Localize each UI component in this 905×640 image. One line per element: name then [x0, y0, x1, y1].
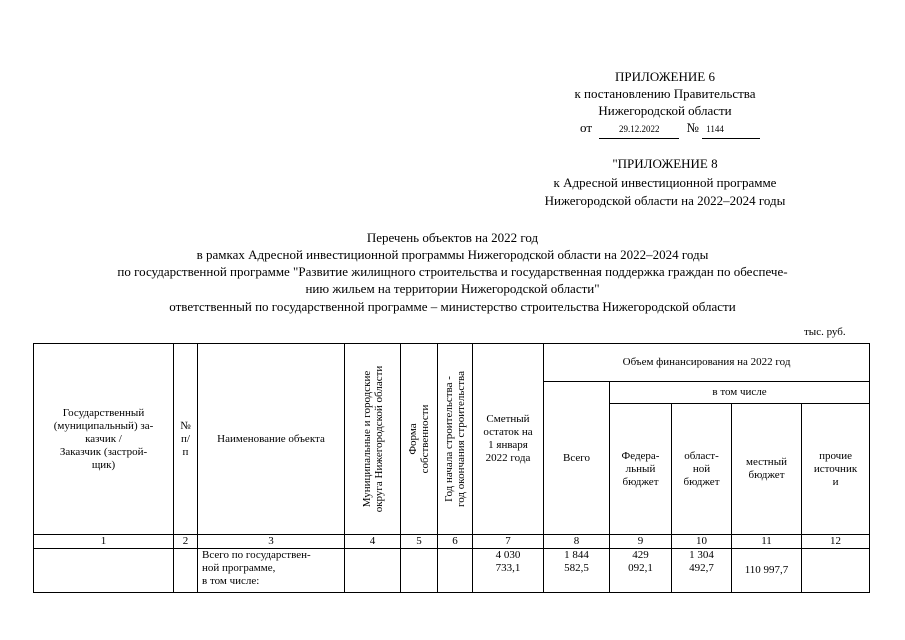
header-ownership: Форма собственности [401, 344, 438, 535]
appendix8-line2: Нижегородской области на 2022–2024 годы [544, 193, 786, 208]
objects-table [33, 343, 870, 593]
cell-number [174, 549, 198, 593]
column-number: 8 [544, 535, 610, 549]
from-label: от [580, 120, 593, 135]
header-number: № п/ п [174, 344, 198, 535]
appendix6-line2: Нижегородской области [598, 103, 732, 118]
column-number: 4 [345, 535, 401, 549]
column-number: 9 [610, 535, 672, 549]
number-field: 1144 [702, 121, 760, 139]
column-number: 1 [34, 535, 174, 549]
appendix8-line1: к Адресной инвестиционной программе [553, 175, 777, 190]
header-including: в том числе [610, 382, 870, 404]
appendix6-line1: к постановлению Правительства [574, 86, 756, 101]
header-municipal: Муниципальные и городские округа Нижегородской области [345, 344, 401, 535]
cell-other [802, 549, 870, 593]
unit-label: тыс. руб. [804, 326, 846, 338]
cell-customer [34, 549, 174, 593]
header-funding: Объем финансирования на 2022 год [544, 344, 870, 382]
header-regional: област- ной бюджет [672, 404, 732, 535]
header-estimate: Сметный остаток на 1 января 2022 года [473, 344, 544, 535]
heading-line2: в рамках Адресной инвестиционной программы Нижегородской области на 2022–2024 годы [196, 247, 709, 262]
header-years: Год начала строительства - год окончания строительства [438, 344, 473, 535]
column-numbers-row [34, 535, 870, 549]
column-number: 5 [401, 535, 438, 549]
appendix6-date-line [580, 119, 760, 139]
header-object-name: Наименование объекта [198, 344, 345, 535]
header-local: местный бюджет [732, 404, 802, 535]
cell-municipal [345, 549, 401, 593]
cell-total: 1 844 582,5 [544, 549, 610, 593]
heading-line5: ответственный по государственной программе – министерство строительства Нижегородской области [169, 299, 736, 314]
column-number: 3 [198, 535, 345, 549]
cell-federal: 429 092,1 [610, 549, 672, 593]
cell-estimate: 4 030 733,1 [473, 549, 544, 593]
appendix8-title: "ПРИЛОЖЕНИЕ 8 [612, 156, 718, 171]
cell-ownership [401, 549, 438, 593]
header-customer: Государственный (муниципальный) за- казчик / Заказчик (застрой- щик) [34, 344, 174, 535]
cell-years [438, 549, 473, 593]
header-other: прочие источник и [802, 404, 870, 535]
date-field: 29.12.2022 [599, 121, 679, 139]
cell-local: 110 997,7 [732, 549, 802, 593]
column-number: 6 [438, 535, 473, 549]
column-number: 12 [802, 535, 870, 549]
number-label: № [686, 120, 699, 135]
cell-regional: 1 304 492,7 [672, 549, 732, 593]
column-number: 7 [473, 535, 544, 549]
column-number: 10 [672, 535, 732, 549]
heading-line3: по государственной программе "Развитие жилищного строительства и государственная поддержка граждан по обеспече- [117, 264, 788, 279]
appendix6-title: ПРИЛОЖЕНИЕ 6 [615, 69, 715, 84]
table-row [34, 549, 870, 593]
heading-line4: нию жильем на территории Нижегородской области" [305, 281, 600, 296]
column-number: 11 [732, 535, 802, 549]
header-total: Всего [544, 382, 610, 535]
cell-total-name: Всего по государствен- ной программе, в том числе: [198, 549, 345, 593]
header-federal: Федера- льный бюджет [610, 404, 672, 535]
heading-line1: Перечень объектов на 2022 год [366, 230, 539, 245]
column-number: 2 [174, 535, 198, 549]
